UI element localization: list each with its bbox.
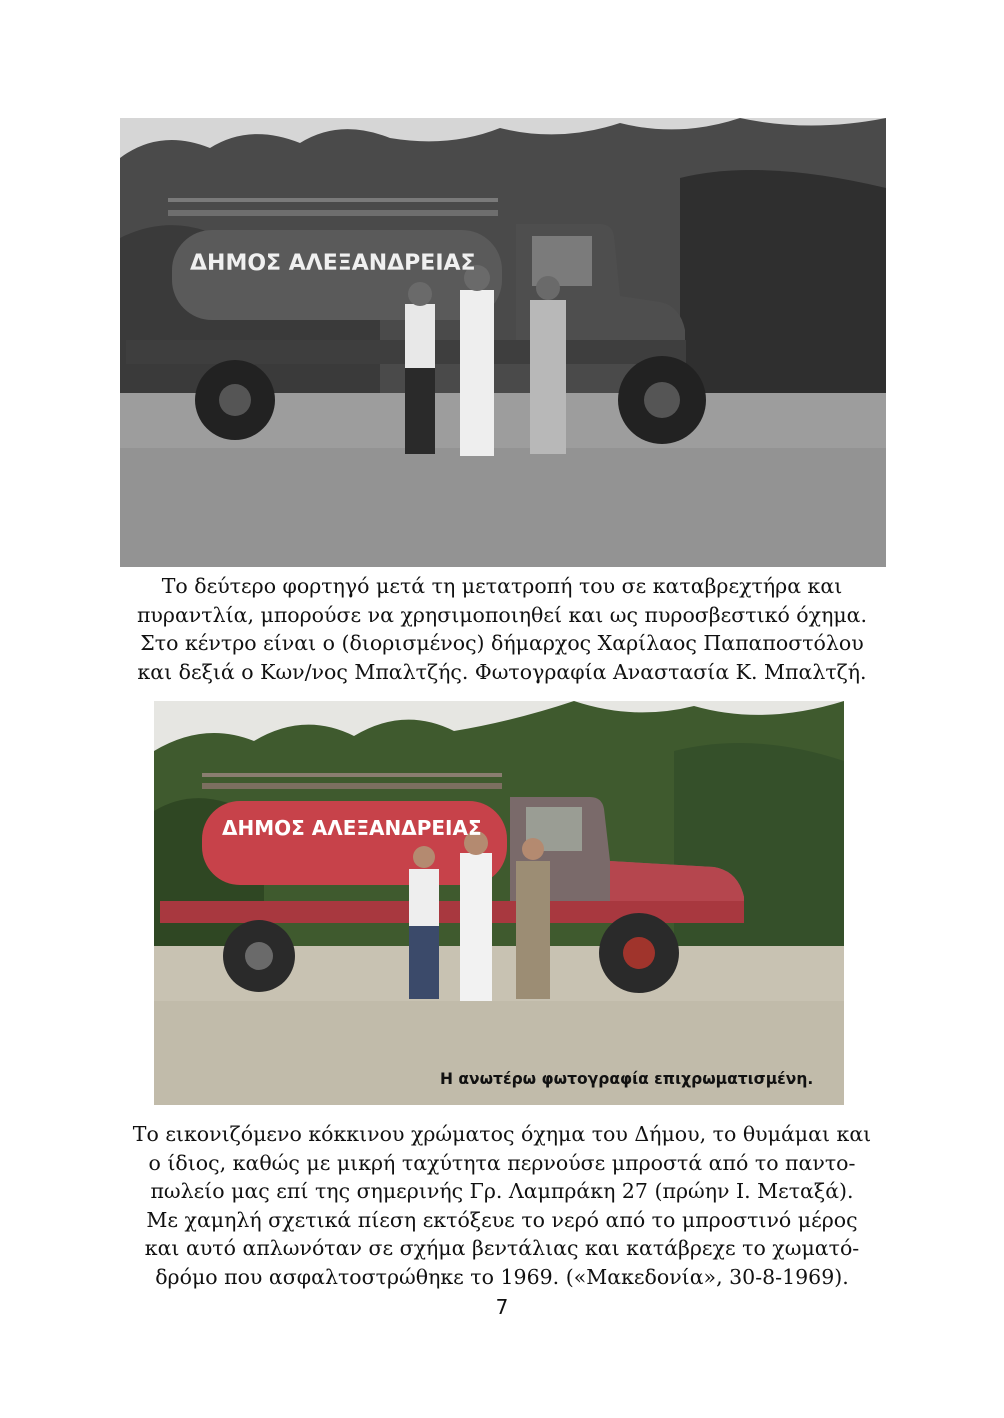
colorized-note: Η ανωτέρω φωτογραφία επιχρωματισμένη.	[440, 1070, 814, 1088]
truck-lettering: ΔΗΜΟΣ ΑΛΕΞΑΝΔΡΕΙΑΣ	[222, 816, 482, 840]
caption-line: δρόμο που ασφαλτοστρώθηκε το 1969. («Μακεδονία», 30-8-1969).	[155, 1264, 849, 1289]
photo-bw-truck	[120, 118, 886, 567]
caption-photo-1	[100, 572, 904, 686]
caption-line: Το δεύτερο φορτηγό μετά τη μετατροπή του σε καταβρεχτήρα και	[161, 574, 843, 598]
page-number: 7	[495, 1295, 509, 1319]
caption-line: και αυτό απλωνόταν σε σχήμα βεντάλιας και κατάβρεχε το χωματό-	[144, 1236, 860, 1261]
photo-colorized-truck	[154, 701, 844, 1105]
caption-line: ο ίδιος, καθώς με μικρή ταχύτητα περνούσε μπροστά από το παντο-	[148, 1150, 856, 1175]
caption-line: Με χαμηλή σχετικά πίεση εκτόξευε το νερό από το μπροστινό μέρος	[146, 1207, 858, 1232]
caption-line: και δεξιά ο Κων/νος Μπαλτζής. Φωτογραφία Αναστασία Κ. Μπαλτζή.	[137, 659, 867, 684]
truck-lettering: ΔΗΜΟΣ ΑΛΕΞΑΝΔΡΕΙΑΣ	[190, 251, 476, 276]
caption-photo-2	[100, 1120, 904, 1292]
caption-line: Στο κέντρο είναι ο (διορισμένος) δήμαρχος Χαρίλαος Παπαποστόλου	[140, 631, 864, 655]
caption-line: Το εικονιζόμενο κόκκινου χρώματος όχημα του Δήμου, το θυμάμαι και	[132, 1122, 872, 1146]
caption-line: πωλείο μας επί της σημερινής Γρ. Λαμπράκη 27 (πρώην Ι. Μεταξά).	[150, 1179, 854, 1204]
caption-line: πυραντλία, μπορούσε να χρησιμοποιηθεί και ως πυροσβεστικό όχημα.	[136, 602, 868, 627]
